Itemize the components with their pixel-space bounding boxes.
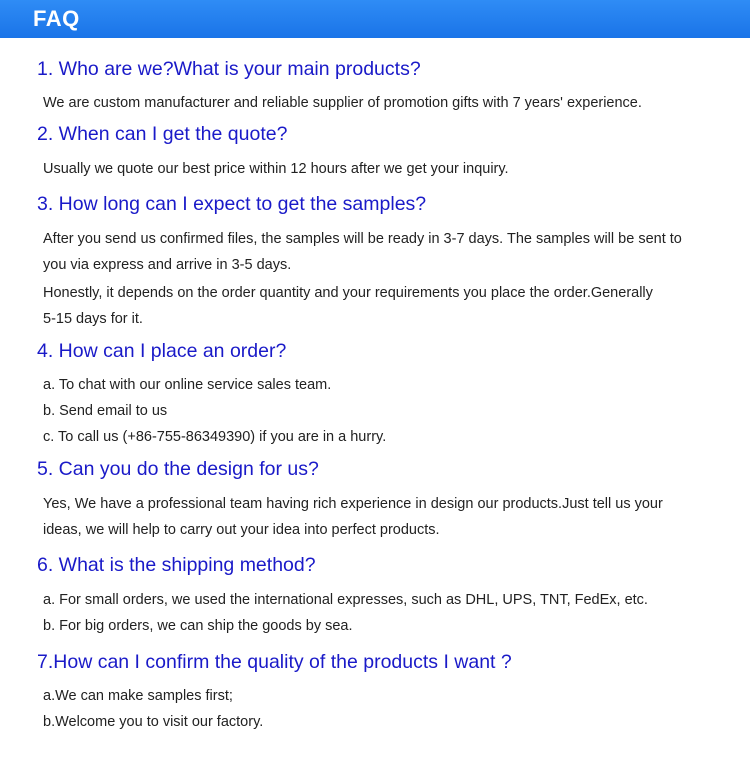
faq-answer-6-line-2: b. For big orders, we can ship the goods by sea. [43,618,353,634]
faq-question-4: 4. How can I place an order? [37,340,287,362]
faq-answer-7-line-2: b.Welcome you to visit our factory. [43,714,264,730]
page-title: FAQ [33,6,80,31]
faq-question-5: 5. Can you do the design for us? [37,458,319,480]
faq-answer-3-line-1: After you send us confirmed files, the samples will be ready in 3-7 days. The samples will be sent to [43,231,682,247]
faq-question-3: 3. How long can I expect to get the samples? [37,193,427,215]
faq-header [0,0,750,38]
faq-answer-3-line-2: you via express and arrive in 3-5 days. [43,257,292,273]
faq-answer-4-line-2: b. Send email to us [43,403,168,419]
faq-answer-5-line-1: Yes, We have a professional team having rich experience in design our products.Just tell us your [43,496,663,512]
faq-answer-1-line-1: We are custom manufacturer and reliable supplier of promotion gifts with 7 years' experience. [43,95,642,111]
faq-answer-4-line-1: a. To chat with our online service sales team. [43,377,332,393]
faq-question-7: 7.How can I confirm the quality of the products I want ? [37,651,512,673]
faq-question-2: 2. When can I get the quote? [37,123,288,145]
faq-answer-3-line-3: Honestly, it depends on the order quantity and your requirements you place the order.Generally [43,285,653,301]
faq-answer-2-line-1: Usually we quote our best price within 12 hours after we get your inquiry. [43,161,509,177]
faq-answer-5-line-2: ideas, we will help to carry out your idea into perfect products. [43,522,440,538]
faq-question-6: 6. What is the shipping method? [37,554,316,576]
faq-answer-7-line-1: a.We can make samples first; [43,688,233,704]
faq-question-1: 1. Who are we?What is your main products? [37,58,421,80]
faq-answer-4-line-3: c. To call us (+86-755-86349390) if you are in a hurry. [43,429,387,445]
faq-answer-6-line-1: a. For small orders, we used the international expresses, such as DHL, UPS, TNT, FedEx, etc. [43,592,648,608]
faq-answer-3-line-4: 5-15 days for it. [43,311,143,327]
